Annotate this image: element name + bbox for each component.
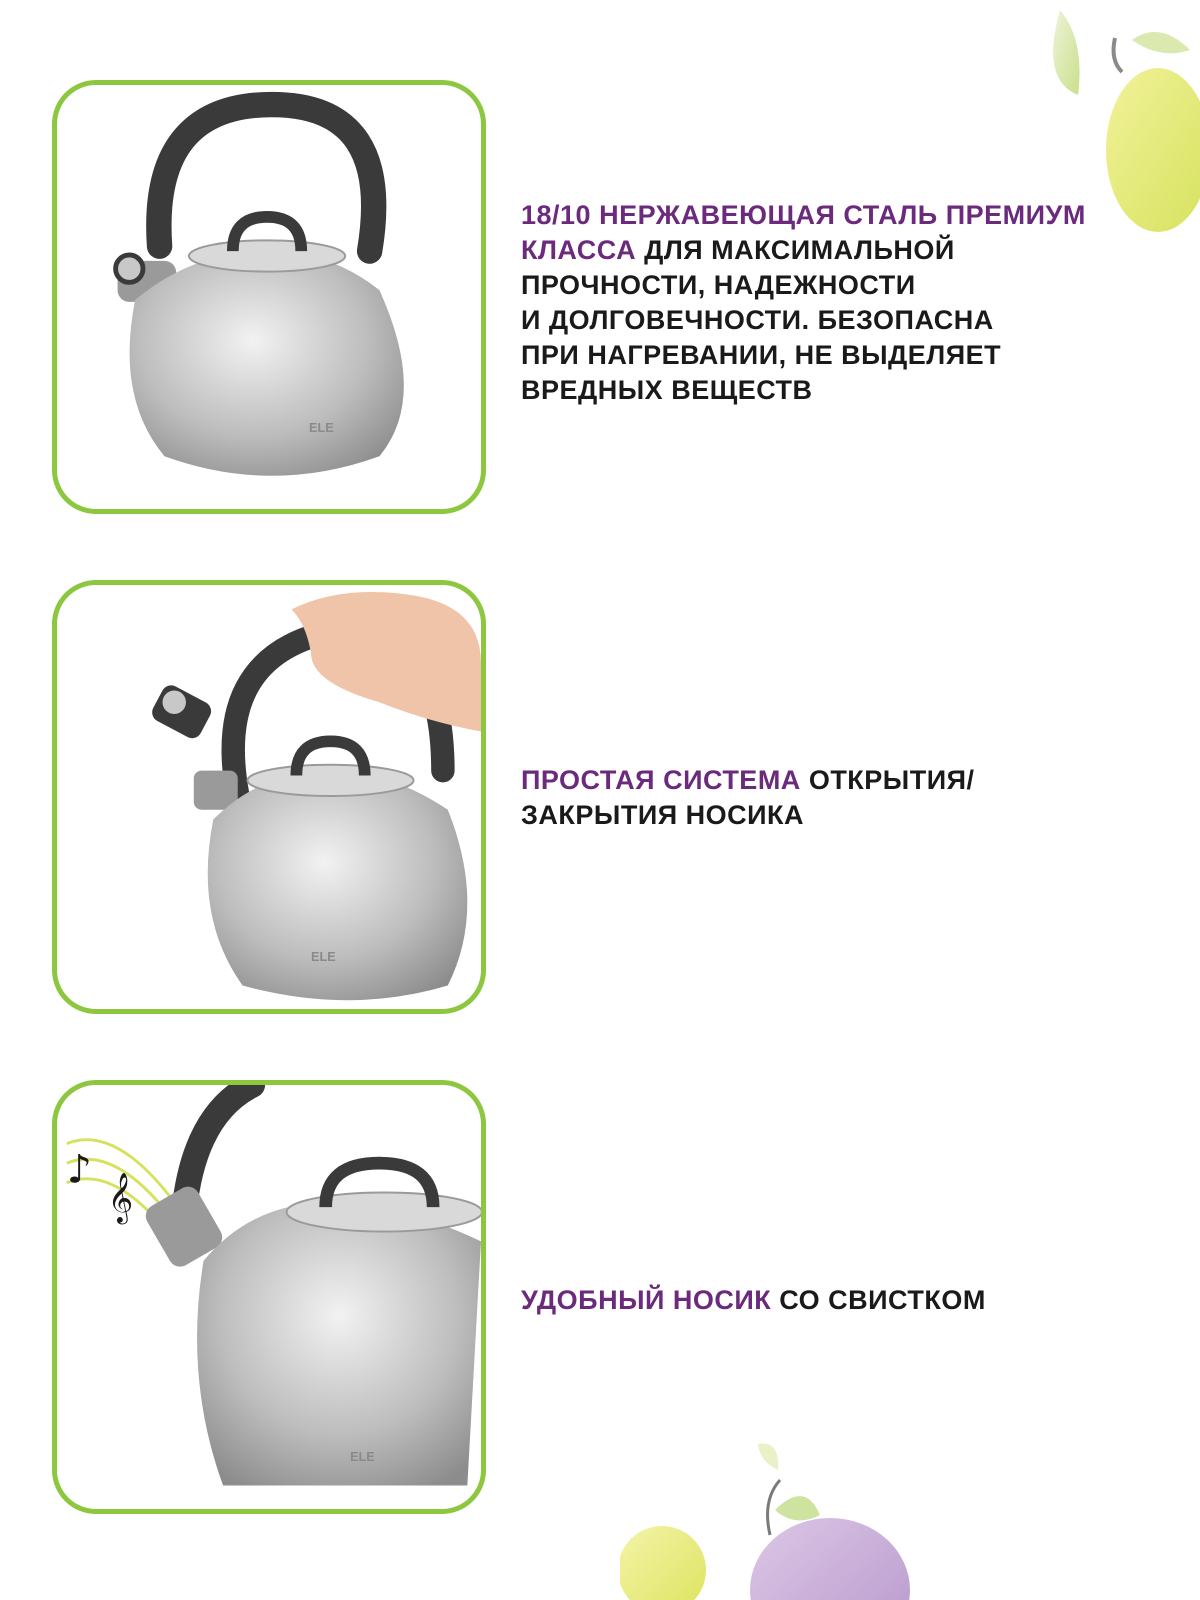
kettle-icon	[57, 585, 481, 1009]
kettle-brand-text: ELE	[350, 1450, 375, 1465]
kettle-brand-text: ELE	[311, 950, 336, 965]
kettle-whistle-image-card	[52, 1080, 486, 1514]
kettle-icon	[57, 1085, 481, 1509]
music-note-icon: ♪	[66, 1147, 92, 1193]
feature-spout-system-text: ПРОСТАЯ СИСТЕМА ОТКРЫТИЯ/ ЗАКРЫТИЯ НОСИКА	[521, 765, 975, 830]
kettle-icon	[57, 85, 481, 509]
kettle-image-card	[52, 80, 486, 514]
kettle-hand-image-card	[52, 580, 486, 1014]
kettle-brand-text: ELE	[309, 420, 334, 435]
treble-clef-icon: 𝄞	[107, 1173, 134, 1224]
plum-decoration	[620, 1440, 940, 1600]
feature-steel-text: 18/10 НЕРЖАВЕЮЩАЯ СТАЛЬ ПРЕМИУМ КЛАССА ДЛЯ МАКСИМАЛЬНОЙ ПРОЧНОСТИ, НАДЕЖНОСТИ И ДОЛГОВЕЧНОСТИ. БЕЗОПАСНА ПРИ НАГРЕВАНИИ, НЕ ВЫДЕЛЯЕТ ВРЕДНЫХ ВЕЩЕСТВ	[521, 200, 1086, 405]
feature-whistle-text: УДОБНЫЙ НОСИК СО СВИСТКОМ	[521, 1285, 986, 1315]
hand-icon	[291, 592, 481, 732]
